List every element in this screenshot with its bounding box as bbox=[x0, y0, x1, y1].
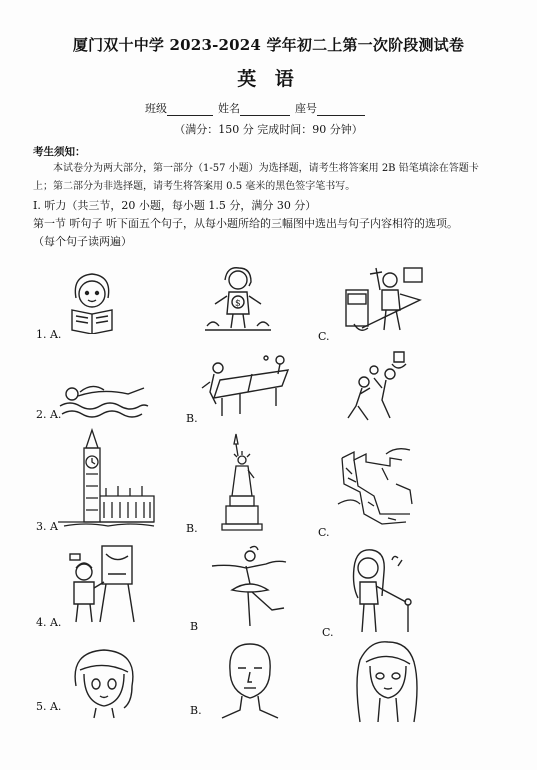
girl-with-money-icon bbox=[205, 264, 271, 332]
swimmer-icon bbox=[58, 380, 150, 420]
q3-c-label: C. bbox=[318, 526, 330, 539]
table-tennis-icon bbox=[200, 352, 292, 424]
class-field bbox=[145, 100, 213, 116]
class-blank bbox=[167, 104, 213, 116]
exam-subject: 英 语 bbox=[237, 68, 300, 90]
q5-a-label: 5. A. bbox=[36, 700, 62, 713]
q5-b-label: B. bbox=[190, 704, 202, 717]
q2-b-label: B. bbox=[186, 412, 198, 425]
bald-man-icon bbox=[216, 640, 282, 722]
great-wall-icon bbox=[336, 444, 416, 530]
q2-a-label: 2. A. bbox=[36, 408, 62, 421]
q3-a-label: 3. A bbox=[36, 520, 58, 533]
q4-b-label: B bbox=[190, 620, 199, 633]
class-label: 班级 bbox=[145, 102, 167, 115]
notice-heading: 考生须知： bbox=[33, 146, 86, 158]
listening-part-heading: I. 听力（共三节，20 小题，每小题 1.5 分，满分 30 分） bbox=[33, 199, 317, 212]
score-time-line: （满分：150 分 完成时间：90 分钟） bbox=[174, 123, 363, 136]
short-hair-girl-icon bbox=[66, 646, 142, 720]
woman-sweeping-icon bbox=[342, 264, 430, 336]
svg-text:$: $ bbox=[235, 299, 241, 309]
section-one-note: （每个句子读两遍） bbox=[33, 235, 132, 248]
girl-reading-icon bbox=[62, 268, 122, 334]
q3-b-label: B. bbox=[186, 522, 198, 535]
seat-field bbox=[295, 100, 365, 116]
notice-line-2: 上；第二部分为非选择题，请考生将答案用 0.5 毫米的黑色签字笔书写。 bbox=[33, 181, 356, 192]
name-label: 姓名 bbox=[218, 102, 240, 115]
statue-of-liberty-icon bbox=[220, 432, 264, 532]
big-ben-icon bbox=[56, 428, 156, 528]
singer-icon bbox=[346, 546, 428, 634]
q4-a-label: 4. A. bbox=[36, 616, 62, 629]
seat-label: 座号 bbox=[295, 102, 317, 115]
basketball-icon bbox=[334, 348, 420, 424]
seat-blank bbox=[317, 104, 365, 116]
painter-icon bbox=[66, 544, 138, 624]
q4-c-label: C. bbox=[322, 626, 334, 639]
q1-a-label: 1. A. bbox=[36, 328, 62, 341]
long-hair-girl-icon bbox=[350, 640, 424, 724]
name-blank bbox=[240, 104, 290, 116]
notice-line-1: 本试卷分为两大部分，第一部分（1-57 小题）为选择题，请考生将答案用 2B 铅笔填涂在答题卡 bbox=[53, 163, 479, 174]
section-one-instruction: 第一节 听句子 听下面五个句子，从每小题所给的三幅图中选出与句子内容相符的选项。 bbox=[33, 217, 458, 230]
q1-c-label: C. bbox=[318, 330, 330, 343]
exam-title: 厦门双十中学 2023-2024 学年初二上第一次阶段测试卷 bbox=[72, 36, 465, 54]
name-field bbox=[218, 100, 290, 116]
ballet-dancer-icon bbox=[210, 544, 288, 628]
